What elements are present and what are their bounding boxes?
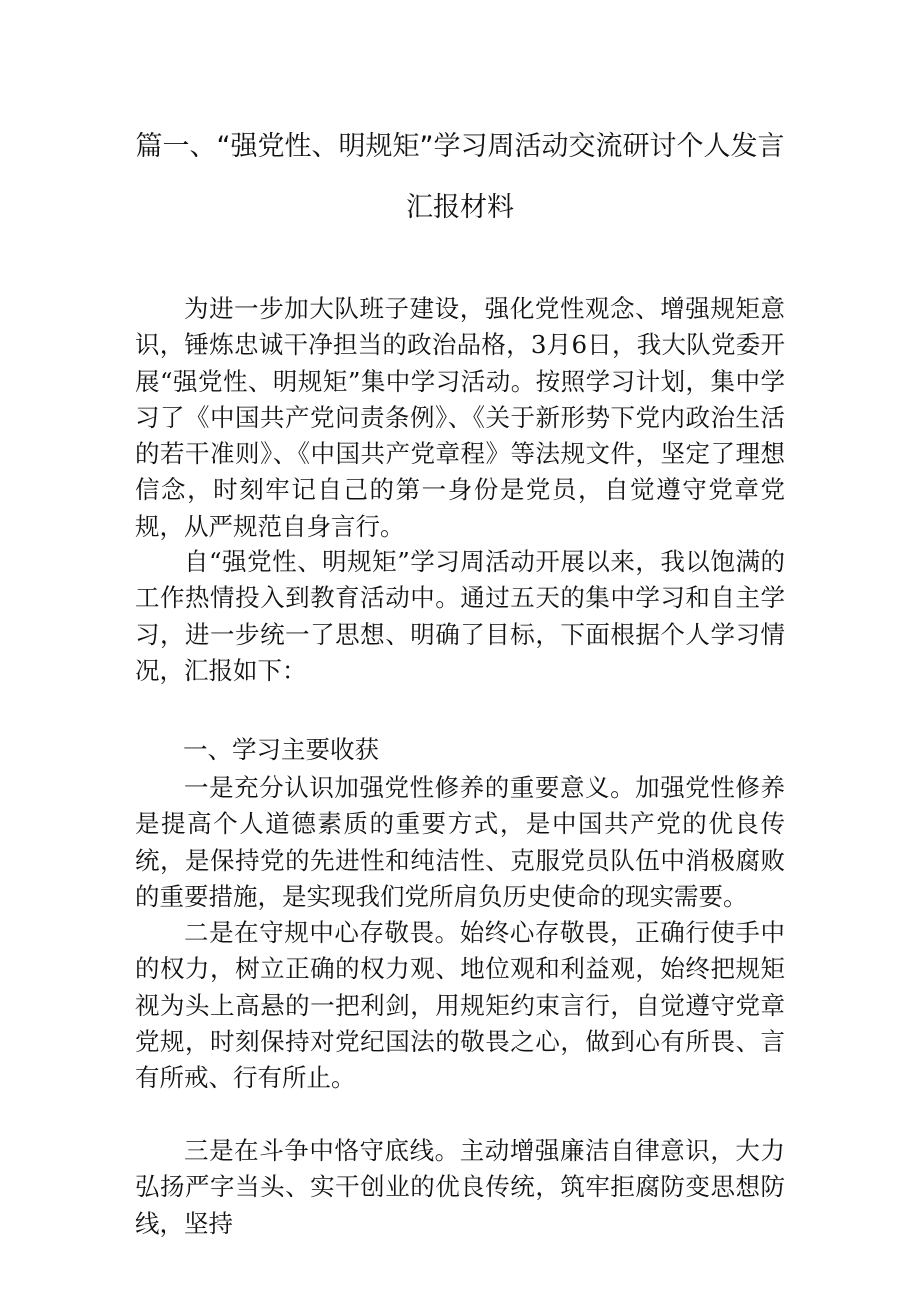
document-title-line2: 汇报材料: [406, 192, 514, 223]
paragraph-text: 三是在斗争中恪守底线。主动增强廉洁自律意识，大力弘扬严字当头、实干创业的优良传统，筑牢拒腐防变思想防线，坚持: [135, 1136, 785, 1238]
paragraph-text: 自“强党性、明规矩”学习周活动开展以来，我以饱满的工作热情投入到教育活动中。通过五天的集中学习和自主学习，进一步统一了思想、明确了目标，下面根据个人学习情况，汇报如下：: [135, 547, 785, 685]
paragraph-text: 为进一步加大队班子建设，强化党性观念、增强规矩意识，锤炼忠诚干净担当的政治品格，3月6日，我大队党委开展“强党性、明规矩”集中学习活动。按照学习计划，集中学习了《中国共产党问责条例》、《关于新形势下党内政治生活的若干准则》、《中国共产党章程》等法规文件，坚定了理想信念，时刻牢记自己的第一身份是党员，自觉遵守党章党规，从严规范自身言行。: [135, 294, 785, 541]
paragraph-point-one: [135, 770, 785, 915]
paragraph-text: 二是在守规中心存敬畏。始终心存敬畏，正确行使手中的权力，树立正确的权力观、地位观和利益观，始终把规矩视为头上高悬的一把利剑，用规矩约束言行，自觉遵守党章党规，时刻保持对党纪国法的敬畏之心，做到心有所畏、言有所戒、行有所止。: [135, 918, 785, 1093]
paragraph-point-three: [135, 1133, 785, 1242]
document-title-line1: 篇一、“强党性、明规矩”学习周活动交流研讨个人发言: [135, 131, 785, 162]
paragraph-overview: [135, 544, 785, 689]
section-heading: 一、学习主要收获: [183, 735, 379, 764]
paragraph-intro: [135, 291, 785, 545]
paragraph-point-two: [135, 915, 785, 1096]
paragraph-text: 一是充分认识加强党性修养的重要意义。加强党性修养是提高个人道德素质的重要方式，是中国共产党的优良传统，是保持党的先进性和纯洁性、克服党员队伍中消极腐败的重要措施，是实现我们党所肩负历史使命的现实需要。: [135, 773, 785, 911]
